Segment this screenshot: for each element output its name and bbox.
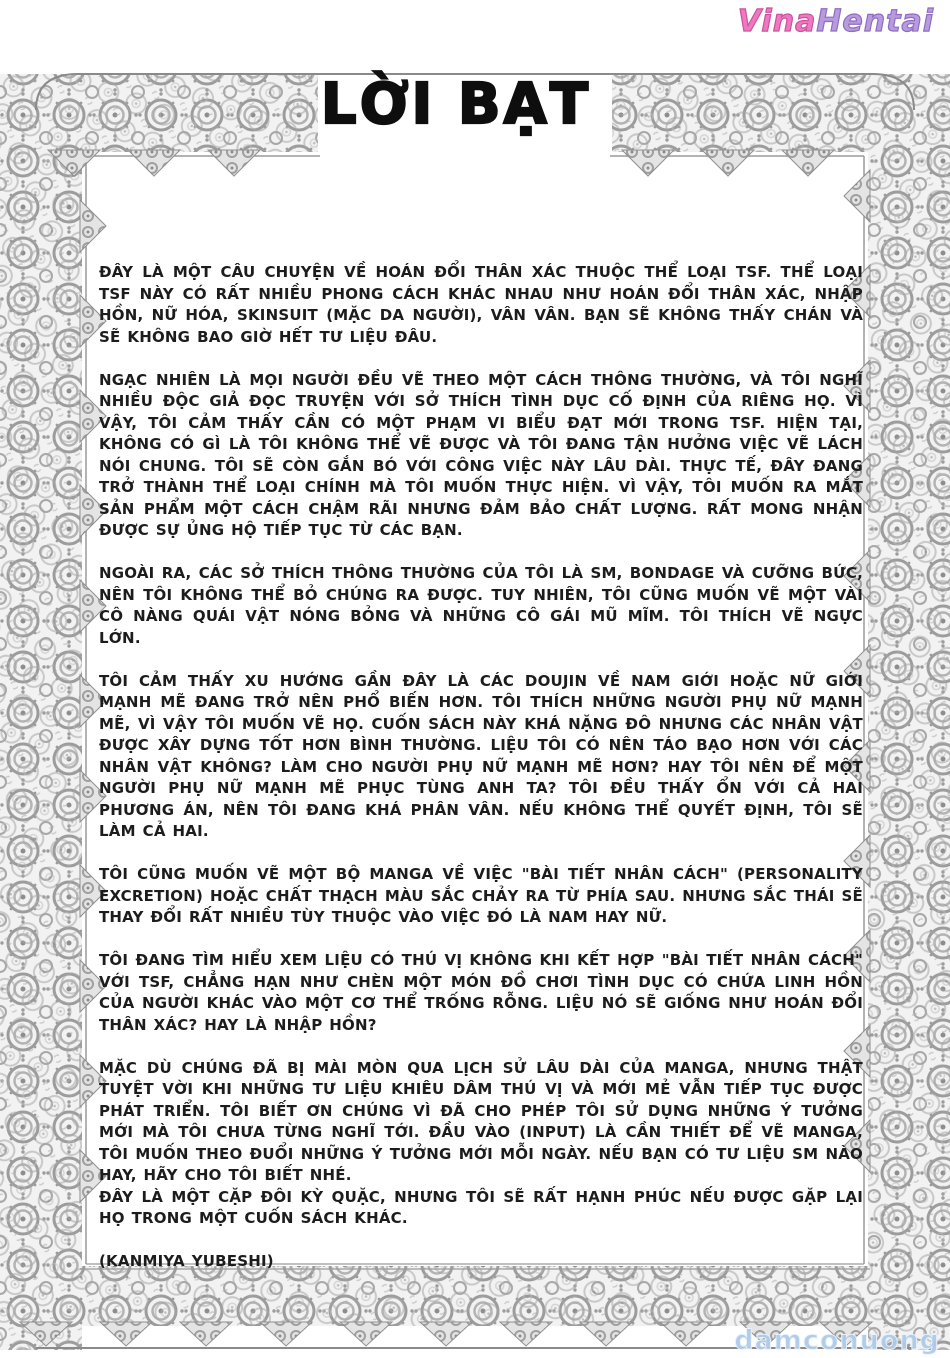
site-watermark-top-part1: Vina: [737, 4, 817, 39]
site-watermark-bottom: damconuong: [734, 1325, 940, 1356]
site-watermark-top: [738, 4, 934, 39]
paragraph: TÔI ĐANG TÌM HIỂU XEM LIỆU CÓ THÚ VỊ KHÔNG KHI KẾT HỢP "BÀI TIẾT NHÂN CÁCH" VỚI TSF, CHẲNG HẠN NHƯ CHÈN MỘT MÓN ĐỒ CHƠI TÌNH DỤC CÓ CHỨA LINH HỒN CỦA NGƯỜI KHÁC VÀO MỘT CƠ THỂ TRỐNG RỖNG. LIỆU NÓ SẼ GIỐNG NHƯ HOÁN ĐỔI THÂN XÁC? HAY LÀ NHẬP HỒN?: [99, 951, 863, 1034]
author-signature: (KANMIYA YUBESHI): [99, 1252, 274, 1270]
paragraph: MẶC DÙ CHÚNG ĐÃ BỊ MÀI MÒN QUA LỊCH SỬ LÂU DÀI CỦA MANGA, NHƯNG THẬT TUYỆT VỜI KHI NHỮNG TƯ LIỆU KHIÊU DÂM THÚ VỊ VÀ MỚI MẺ VẪN TIẾP TỤC ĐƯỢC PHÁT TRIỂN. TÔI BIẾT ƠN CHÚNG VÌ ĐÃ CHO PHÉP TÔI SỬ DỤNG NHỮNG Ý TƯỞNG MỚI MÀ TÔI CHƯA TỪNG NGHĨ TỚI. ĐẦU VÀO (INPUT) LÀ CẦN THIẾT ĐỂ VẼ MANGA, TÔI MUỐN THEO ĐUỔI NHỮNG Ý TƯỞNG MỚI MỖI NGÀY. NẾU BẠN CÓ TƯ LIỆU SM NÀO HAY, HÃY CHO TÔI BIẾT NHÉ.: [99, 1058, 863, 1184]
afterword-text: [99, 262, 863, 1294]
paragraph: TÔI CẢM THẤY XU HƯỚNG GẦN ĐÂY LÀ CÁC DOUJIN VỀ NAM GIỚI HOẶC NỮ GIỚI MẠNH MẼ ĐANG TRỞ NÊN PHỔ BIẾN HƠN. TÔI THÍCH NHỮNG NGƯỜI PHỤ NỮ MẠNH MẼ, VÌ VẬY TÔI MUỐN VẼ HỌ. CUỐN SÁCH NÀY KHÁ NẶNG ĐÔ NHƯNG CÁC NHÂN VẬT ĐƯỢC XÂY DỰNG TỐT HƠN BÌNH THƯỜNG. LIỆU TÔI CÓ NÊN TÁO BẠO HƠN VỚI CÁC NHÂN VẬT KHÔNG? LÀM CHO NGƯỜI PHỤ NỮ MẠNH MẼ HƠN? HAY TÔI NÊN ĐỂ MỘT NGƯỜI PHỤ NỮ MẠNH MẼ PHỤC TÙNG ANH TA? TÔI ĐỀU THẤY ỔN VỚI CẢ HAI PHƯƠNG ÁN, NÊN TÔI ĐANG KHÁ PHÂN VÂN. NẾU KHÔNG THỂ QUYẾT ĐỊNH, TÔI SẼ LÀM CẢ HAI.: [99, 671, 863, 840]
paragraph: NGẠC NHIÊN LÀ MỌI NGƯỜI ĐỀU VẼ THEO MỘT CÁCH THÔNG THƯỜNG, VÀ TÔI NGHĨ NHIỀU ĐỘC GIẢ ĐỌC TRUYỆN VỚI SỞ THÍCH TÌNH DỤC CỐ ĐỊNH CỦA RIÊNG HỌ. VÌ VẬY, TÔI CẢM THẤY CẦN CÓ MỘT PHẠM VI BIỂU ĐẠT MỚI TRONG TSF. HIỆN TẠI, KHÔNG CÓ GÌ LÀ TÔI KHÔNG THỂ VẼ ĐƯỢC VÀ TÔI ĐANG TẬN HƯỞNG VIỆC VẼ LÁCH NÓI CHUNG. TÔI SẼ CÒN GẮN BÓ VỚI CÔNG VIỆC NÀY LÂU DÀI. THỰC TẾ, ĐÂY ĐANG TRỞ THÀNH THỂ LOẠI CHÍNH MÀ TÔI MUỐN THỰC HIỆN. VÌ VẬY, TÔI MUỐN RA MẮT SẢN PHẨM MỘT CÁCH CHẬM RÃI NHƯNG ĐẢM BẢO CHẤT LƯỢNG. RẤT MONG NHẬN ĐƯỢC SỰ ỦNG HỘ TIẾP TỤC TỪ CÁC BẠN.: [99, 370, 863, 539]
site-watermark-top-part2: Hentai: [816, 4, 934, 39]
paragraph: TÔI CŨNG MUỐN VẼ MỘT BỘ MANGA VỀ VIỆC "BÀI TIẾT NHÂN CÁCH" (PERSONALITY EXCRETION) HOẶC CHẤT THẠCH MÀU SẮC CHẢY RA TỪ PHÍA SAU. NHƯNG SẮC THÁI SẼ THAY ĐỔI RẤT NHIỀU TÙY THUỘC VÀO VIỆC ĐÓ LÀ NAM HAY NỮ.: [99, 865, 863, 926]
paragraph: ĐÂY LÀ MỘT CÂU CHUYỆN VỀ HOÁN ĐỔI THÂN XÁC THUỘC THỂ LOẠI TSF. THỂ LOẠI TSF NÀY CÓ RẤT NHIỀU PHONG CÁCH KHÁC NHAU NHƯ HOÁN ĐỔI THÂN XÁC, NHẬP HỒN, NỮ HÓA, SKINSUIT (MẶC DA NGƯỜI), VÂN VÂN. BẠN SẼ KHÔNG THẤY CHÁN VÀ SẼ KHÔNG BAO GIỜ HẾT TƯ LIỆU ĐÂU.: [99, 263, 863, 346]
paragraph: NGOÀI RA, CÁC SỞ THÍCH THÔNG THƯỜNG CỦA TÔI LÀ SM, BONDAGE VÀ CƯỠNG BỨC, NÊN TÔI KHÔNG THỂ BỎ CHÚNG RA ĐƯỢC. TUY NHIÊN, TÔI CŨNG MUỐN VẼ MỘT VÀI CÔ NÀNG QUÁI VẬT NÓNG BỎNG VÀ NHỮNG CÔ GÁI MŨ MĨM. TÔI THÍCH VẼ NGỰC LỚN.: [99, 564, 863, 647]
page-title: LỜI BẠT: [320, 72, 592, 137]
paragraph: ĐÂY LÀ MỘT CẶP ĐÔI KỲ QUẶC, NHƯNG TÔI SẼ RẤT HẠNH PHÚC NẾU ĐƯỢC GẶP LẠI HỌ TRONG MỘT CUỐN SÁCH KHÁC.: [99, 1187, 863, 1227]
